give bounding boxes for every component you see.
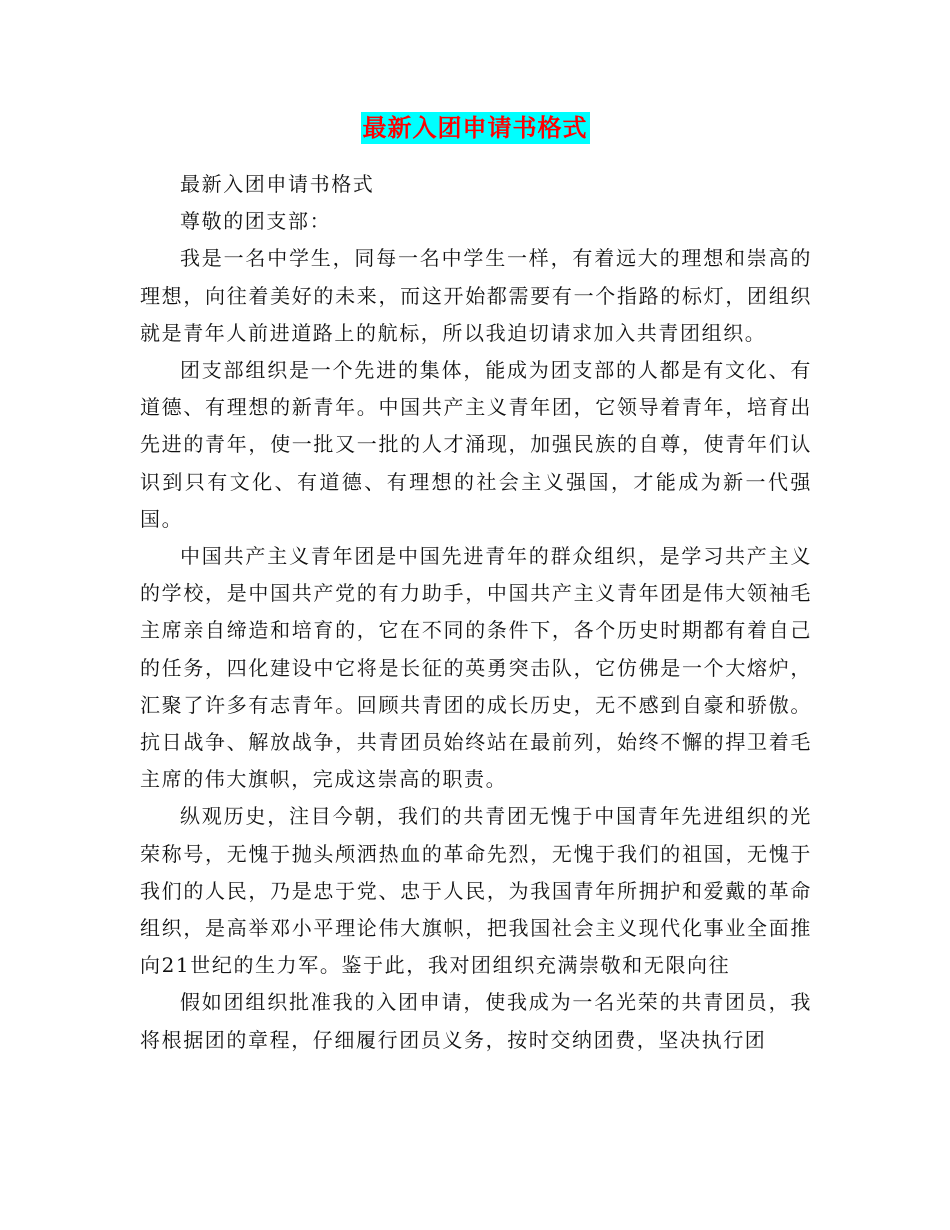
paragraph-salutation: 尊敬的团支部： <box>180 209 332 234</box>
paragraph-5: 假如团组织批准我的入团申请，使我成为一名光荣的共青团员，我将根据团的章程，仔细履行团员义务，按时交纳团费，坚决执行团 <box>140 990 812 1052</box>
paragraph-1: 我是一名中学生，同每一名中学生一样，有着远大的理想和崇高的理想，向往着美好的未来，而这开始都需要有一个指路的标灯，团组织就是青年人前进道路上的航标，所以我迫切请求加入共青团组织。 <box>140 246 812 345</box>
paragraph-4: 纵观历史，注目今朝，我们的共青团无愧于中国青年先进组织的光荣称号，无愧于抛头颅洒热血的革命先烈，无愧于我们的祖国，无愧于我们的人民，乃是忠于党、忠于人民，为我国青年所拥护和爱戴的革命组织，是高举邓小平理论伟大旗帜，把我国社会主义现代化事业全面推向21世纪的生力军。鉴于此，我对团组织充满崇敬和无限向往 <box>140 804 812 978</box>
document-title: 最新入团申请书格式 <box>362 113 588 142</box>
document-body <box>140 166 812 1059</box>
title-container <box>0 112 950 144</box>
paragraph-2: 团支部组织是一个先进的集体，能成为团支部的人都是有文化、有道德、有理想的新青年。中国共产主义青年团，它领导着青年，培育出先进的青年，使一批又一批的人才涌现，加强民族的自尊，使青年们认识到只有文化、有道德、有理想的社会主义强国，才能成为新一代强国。 <box>140 358 812 531</box>
paragraph-3: 中国共产主义青年团是中国先进青年的群众组织，是学习共产主义的学校，是中国共产党的有力助手，中国共产主义青年团是伟大领袖毛主席亲自缔造和培育的，它在不同的条件下，各个历史时期都有着自己的任务，四化建设中它将是长征的英勇突击队，它仿佛是一个大熔炉，汇聚了许多有志青年。回顾共青团的成长历史，无不感到自豪和骄傲。抗日战争、解放战争，共青团员始终站在最前列，始终不懈的捍卫着毛主席的伟大旗帜，完成这崇高的职责。 <box>140 544 812 792</box>
paragraph-heading-repeat: 最新入团申请书格式 <box>180 172 375 196</box>
